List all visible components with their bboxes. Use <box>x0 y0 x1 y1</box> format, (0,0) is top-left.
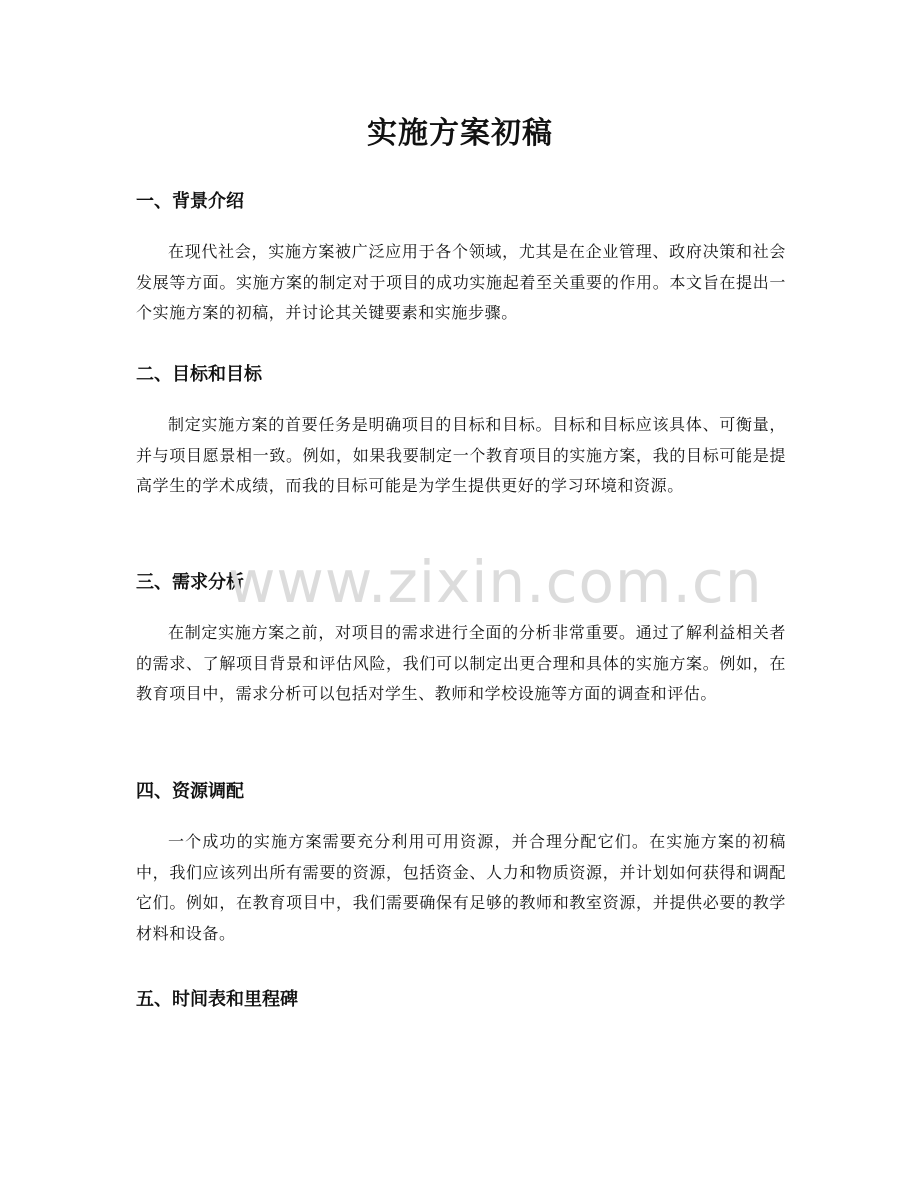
section-heading: 五、时间表和里程碑 <box>136 989 298 1010</box>
section-paragraph: 制定实施方案的首要任务是明确项目的目标和目标。目标和目标应该具体、可衡量，并与项目愿景相一致。例如，如果我要制定一个教育项目的实施方案，我的目标可能是提高学生的学术成绩，而我的目标可能是为学生提供更好的学习环境和资源。 <box>136 415 786 495</box>
section-heading: 二、目标和目标 <box>136 364 262 385</box>
section-paragraph: 一个成功的实施方案需要充分利用可用资源，并合理分配它们。在实施方案的初稿中，我们应该列出所有需要的资源，包括资金、人力和物质资源，并计划如何获得和调配它们。例如，在教育项目中，我们需要确保有足够的教师和教室资源，并提供必要的教学材料和设备。 <box>136 832 786 943</box>
watermark-text: www.zixin.com.cn <box>228 548 763 616</box>
section-resource-allocation <box>136 779 786 949</box>
section-heading: 一、背景介绍 <box>136 191 244 212</box>
section-heading: 四、资源调配 <box>136 781 244 802</box>
section-background <box>136 189 786 329</box>
section-paragraph: 在现代社会，实施方案被广泛应用于各个领域，尤其是在企业管理、政府决策和社会发展等方面。实施方案的制定对于项目的成功实施起着至关重要的作用。本文旨在提出一个实施方案的初稿，并讨论其关键要素和实施步骤。 <box>136 242 786 322</box>
section-needs-analysis <box>136 570 786 710</box>
section-paragraph: 在制定实施方案之前，对项目的需求进行全面的分析非常重要。通过了解利益相关者的需求、了解项目背景和评估风险，我们可以制定出更合理和具体的实施方案。例如，在教育项目中，需求分析可以包括对学生、教师和学校设施等方面的调查和评估。 <box>136 623 786 703</box>
document-title: 实施方案初稿 <box>367 116 553 151</box>
section-goals <box>136 362 786 502</box>
section-timeline <box>136 987 786 1013</box>
section-heading: 三、需求分析 <box>136 572 244 593</box>
